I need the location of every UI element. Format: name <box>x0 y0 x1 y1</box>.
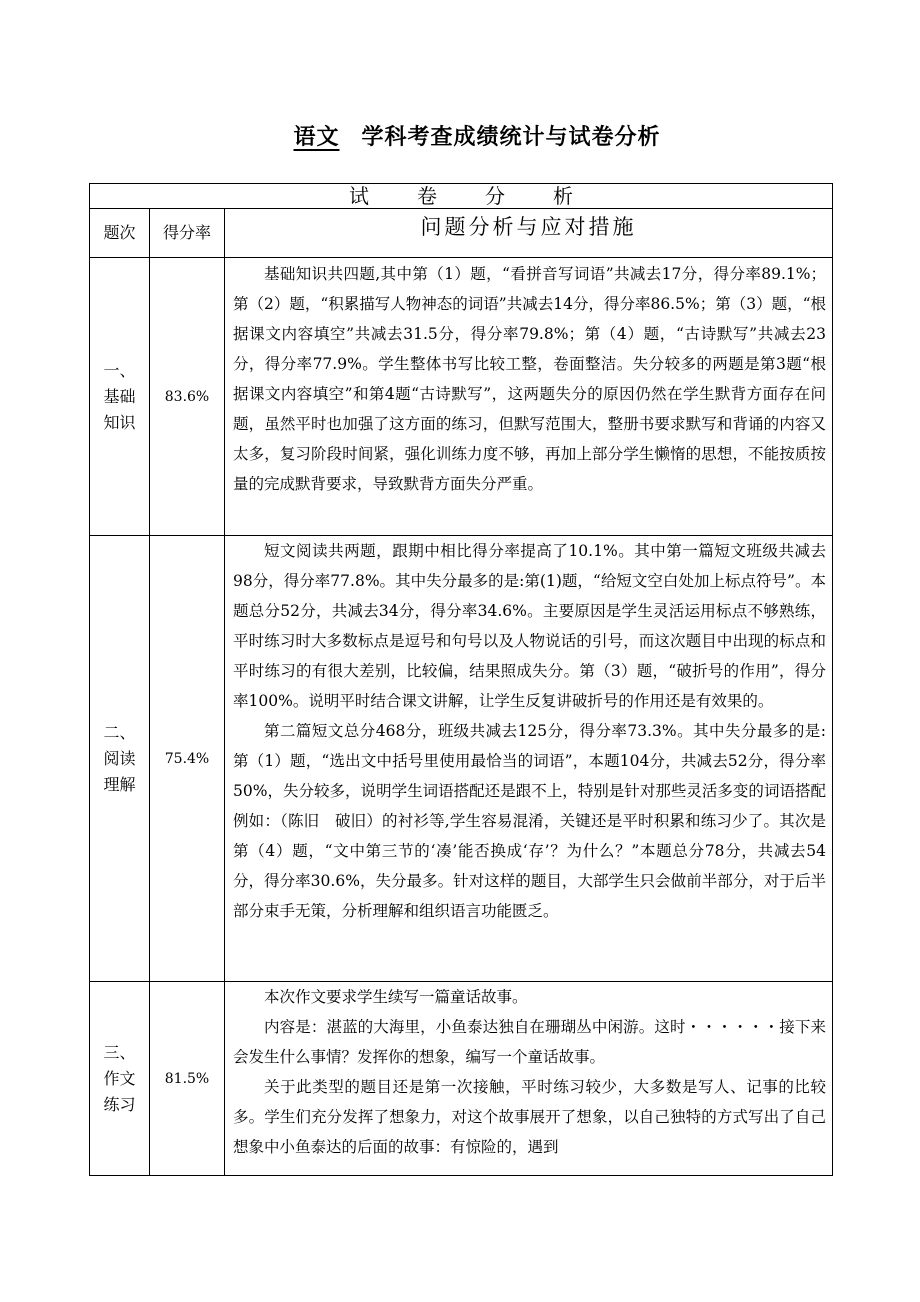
analysis-text <box>225 536 833 982</box>
subject-name: 语文 <box>293 125 340 150</box>
question-name-line2: 知识 <box>103 412 136 432</box>
score-rate: 81.5% <box>150 982 225 1176</box>
title-text: 学科考查成绩统计与试卷分析 <box>361 125 661 150</box>
score-rate: 75.4% <box>150 536 225 982</box>
header-rate: 得分率 <box>150 209 225 258</box>
analysis-text <box>225 982 833 1176</box>
question-number: 三、 <box>103 1042 136 1062</box>
table-row <box>90 982 833 1176</box>
analysis-paragraph: 内容是：湛蓝的大海里，小鱼泰达独自在珊瑚丛中闲游。这时・・・・・・接下来会发生什么事情？发挥你的想象，编写一个童话故事。 <box>233 1018 826 1066</box>
question-number: 一、 <box>103 360 136 380</box>
analysis-paragraph: 第二篇短文总分468分，班级共减去125分，得分率73.3%。其中失分最多的是:第（1）题，“选出文中括号里使用最恰当的词语”，本题104分，共减去52分，得分率50%，失分较多，说明学生词语搭配还是跟不上，特别是针对那些灵活多变的词语搭配例如：（陈旧 破旧）的衬衫等,学生容易混淆，关键还是平时积累和练习少了。其次是第（4）题，“文中第三节的‘凑’能否换成‘存’？为什么？”本题总分78分，共减去54分，得分率30.6%，失分最多。针对这样的题目，大部学生只会做前半部分，对于后半部分束手无策，分析理解和组织语言功能匮乏。 <box>233 722 826 920</box>
question-name-line2: 练习 <box>103 1094 136 1114</box>
table-caption: 试卷分析 <box>90 184 833 209</box>
question-name-line1: 作文 <box>103 1068 136 1088</box>
question-label <box>90 258 150 536</box>
question-label <box>90 982 150 1176</box>
analysis-paragraph: 本次作文要求学生续写一篇童话故事。 <box>264 988 528 1006</box>
header-analysis: 问题分析与应对措施 <box>225 209 833 258</box>
table-row <box>90 258 833 536</box>
page-title <box>0 120 920 151</box>
header-question: 题次 <box>90 209 150 258</box>
question-name-line1: 基础 <box>103 386 136 406</box>
question-name-line1: 阅读 <box>103 748 136 768</box>
analysis-text <box>225 258 833 536</box>
table-row <box>90 536 833 982</box>
analysis-paragraph: 关于此类型的题目还是第一次接触，平时练习较少，大多数是写人、记事的比较多。学生们充分发挥了想象力，对这个故事展开了想象，以自己独特的方式写出了自己想象中小鱼泰达的后面的故事：有惊险的，遇到 <box>233 1078 826 1156</box>
analysis-paragraph: 基础知识共四题,其中第（1）题，“看拼音写词语”共减去17分，得分率89.1%；第（2）题，“积累描写人物神态的词语”共减去14分，得分率86.5%；第（3）题，“根据课文内容填空”共减去31.5分，得分率79.8%；第（4）题，“古诗默写”共减去23分，得分率77.9%。学生整体书写比较工整，卷面整洁。失分较多的两题是第3题“根据课文内容填空”和第4题“古诗默写”，这两题失分的原因仍然在学生默背方面存在问题，虽然平时也加强了这方面的练习，但默写范围大，整册书要求默写和背诵的内容又太多，复习阶段时间紧，强化训练力度不够，再加上部分学生懒惰的思想，不能按质按量的完成默背要求，导致默背方面失分严重。 <box>233 265 826 493</box>
question-label <box>90 536 150 982</box>
analysis-table <box>89 183 833 1176</box>
question-name-line2: 理解 <box>103 774 136 794</box>
score-rate: 83.6% <box>150 258 225 536</box>
analysis-paragraph: 短文阅读共两题，跟期中相比得分率提高了10.1%。其中第一篇短文班级共减去98分，得分率77.8%。其中失分最多的是:第(1)题，“给短文空白处加上标点符号”。本题总分52分，共减去34分，得分率34.6%。主要原因是学生灵活运用标点不够熟练，平时练习时大多数标点是逗号和句号以及人物说话的引号，而这次题目中出现的标点和平时练习的有很大差别，比较偏，结果照成失分。第（3）题，“破折号的作用”，得分率100%。说明平时结合课文讲解，让学生反复讲破折号的作用还是有效果的。 <box>233 542 826 710</box>
question-number: 二、 <box>103 722 136 742</box>
